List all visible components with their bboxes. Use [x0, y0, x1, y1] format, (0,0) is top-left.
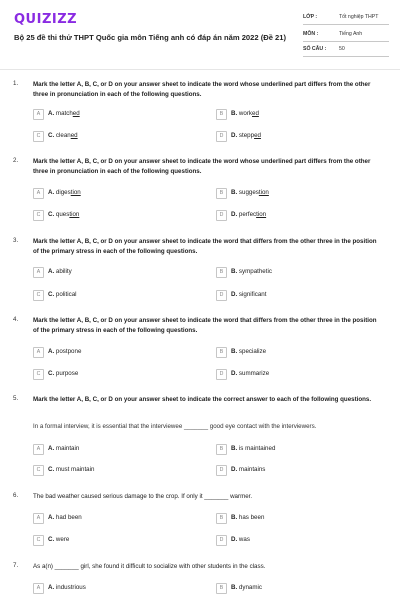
option-text: C. were — [48, 536, 70, 543]
meta-class-value: Tốt nghiệp THPT — [339, 14, 379, 20]
option-text: D. summarize — [231, 370, 270, 377]
option-letter-box: B — [216, 513, 227, 524]
option-text: D. significant — [231, 291, 267, 298]
option-letter-box: B — [216, 583, 227, 594]
question-text: Mark the letter A, B, C, or D on your answer sheet to indicate the correct answer to each of the following questions. — [33, 396, 372, 403]
option-letter-box: C — [33, 210, 44, 221]
meta-subject-value: Tiếng Anh — [339, 31, 363, 37]
option-text: B. specialize — [231, 348, 267, 355]
question-text: As a(n) _______ girl, she found it difficult to socialize with other students in the class. — [33, 563, 266, 570]
option-text: A. maintain — [48, 445, 80, 452]
page-title: Bộ 25 đề thi thử THPT Quốc gia môn Tiếng anh có đáp án năm 2022 (Đề 21) — [14, 33, 287, 42]
question-text: Mark the letter A, B, C, or D on your answer sheet to indicate the word that differs from the other three in the position of the primary stress in each of the following questions. — [33, 317, 377, 334]
option-text: C. question — [48, 211, 80, 218]
divider — [303, 41, 389, 42]
option-letter-box: B — [216, 188, 227, 199]
question-number: 5. — [13, 395, 19, 402]
question-text: Mark the letter A, B, C, or D on your answer sheet to indicate the word that differs from the other three in the position of the primary stress in each of the following questions. — [33, 238, 377, 255]
option-letter-box: C — [33, 131, 44, 142]
question-prompt: In a formal interview, it is essential that the interviewee _______ good eye contact with the interviewers. — [33, 423, 317, 430]
option-letter-box: D — [216, 369, 227, 380]
question-number: 3. — [13, 237, 19, 244]
question-number: 2. — [13, 157, 19, 164]
option-letter-box: A — [33, 513, 44, 524]
question-text: Mark the letter A, B, C, or D on your answer sheet to indicate the word whose underlined part differs from the other three in pronunciation in each of the following questions. — [33, 158, 371, 175]
meta-count-label: SỐ CÂU : — [303, 46, 327, 52]
option-text: A. ability — [48, 268, 72, 275]
meta-subject-label: MÔN : — [303, 31, 319, 37]
option-letter-box: B — [216, 109, 227, 120]
option-letter-box: A — [33, 444, 44, 455]
question-text: The bad weather caused serious damage to the crop. If only it _______ warmer. — [33, 493, 253, 500]
option-letter-box: A — [33, 583, 44, 594]
option-text: B. sympathetic — [231, 268, 272, 275]
option-letter-box: B — [216, 347, 227, 358]
option-letter-box: D — [216, 535, 227, 546]
option-text: B. has been — [231, 514, 265, 521]
option-letter-box: A — [33, 188, 44, 199]
option-letter-box: C — [33, 369, 44, 380]
option-letter-box: A — [33, 109, 44, 120]
question-number: 1. — [13, 80, 19, 87]
option-letter-box: A — [33, 347, 44, 358]
header-divider — [0, 69, 400, 70]
question-number: 4. — [13, 316, 19, 323]
meta-class-label: LỚP : — [303, 14, 318, 20]
quizizz-logo: QUIZIZZ — [14, 12, 78, 27]
question-number: 7. — [13, 562, 19, 569]
option-text: A. digestion — [48, 189, 81, 196]
option-letter-box: C — [33, 290, 44, 301]
option-text: D. maintains — [231, 466, 266, 473]
option-text: D. perfection — [231, 211, 267, 218]
option-letter-box: D — [216, 131, 227, 142]
divider — [303, 24, 389, 25]
option-letter-box: B — [216, 444, 227, 455]
option-letter-box: A — [33, 267, 44, 278]
option-letter-box: C — [33, 535, 44, 546]
option-text: C. must maintain — [48, 466, 95, 473]
option-text: C. political — [48, 291, 77, 298]
option-text: D. stepped — [231, 132, 261, 139]
option-text: B. suggestion — [231, 189, 269, 196]
option-letter-box: B — [216, 267, 227, 278]
option-text: A. postpone — [48, 348, 82, 355]
option-text: D. was — [231, 536, 250, 543]
question-number: 6. — [13, 492, 19, 499]
option-letter-box: D — [216, 465, 227, 476]
option-text: C. cleaned — [48, 132, 78, 139]
meta-count-value: 50 — [339, 46, 345, 52]
option-letter-box: D — [216, 290, 227, 301]
divider — [303, 56, 389, 57]
option-text: C. purpose — [48, 370, 79, 377]
option-text: A. had been — [48, 514, 82, 521]
worksheet-header — [0, 0, 400, 66]
option-text: B. is maintained — [231, 445, 276, 452]
option-text: B. worked — [231, 110, 259, 117]
option-letter-box: C — [33, 465, 44, 476]
option-text: B. dynamic — [231, 584, 262, 591]
option-letter-box: D — [216, 210, 227, 221]
question-text: Mark the letter A, B, C, or D on your answer sheet to indicate the word whose underlined part differs from the other three in pronunciation in each of the following questions. — [33, 81, 371, 98]
option-text: A. matched — [48, 110, 80, 117]
option-text: A. industrious — [48, 584, 86, 591]
